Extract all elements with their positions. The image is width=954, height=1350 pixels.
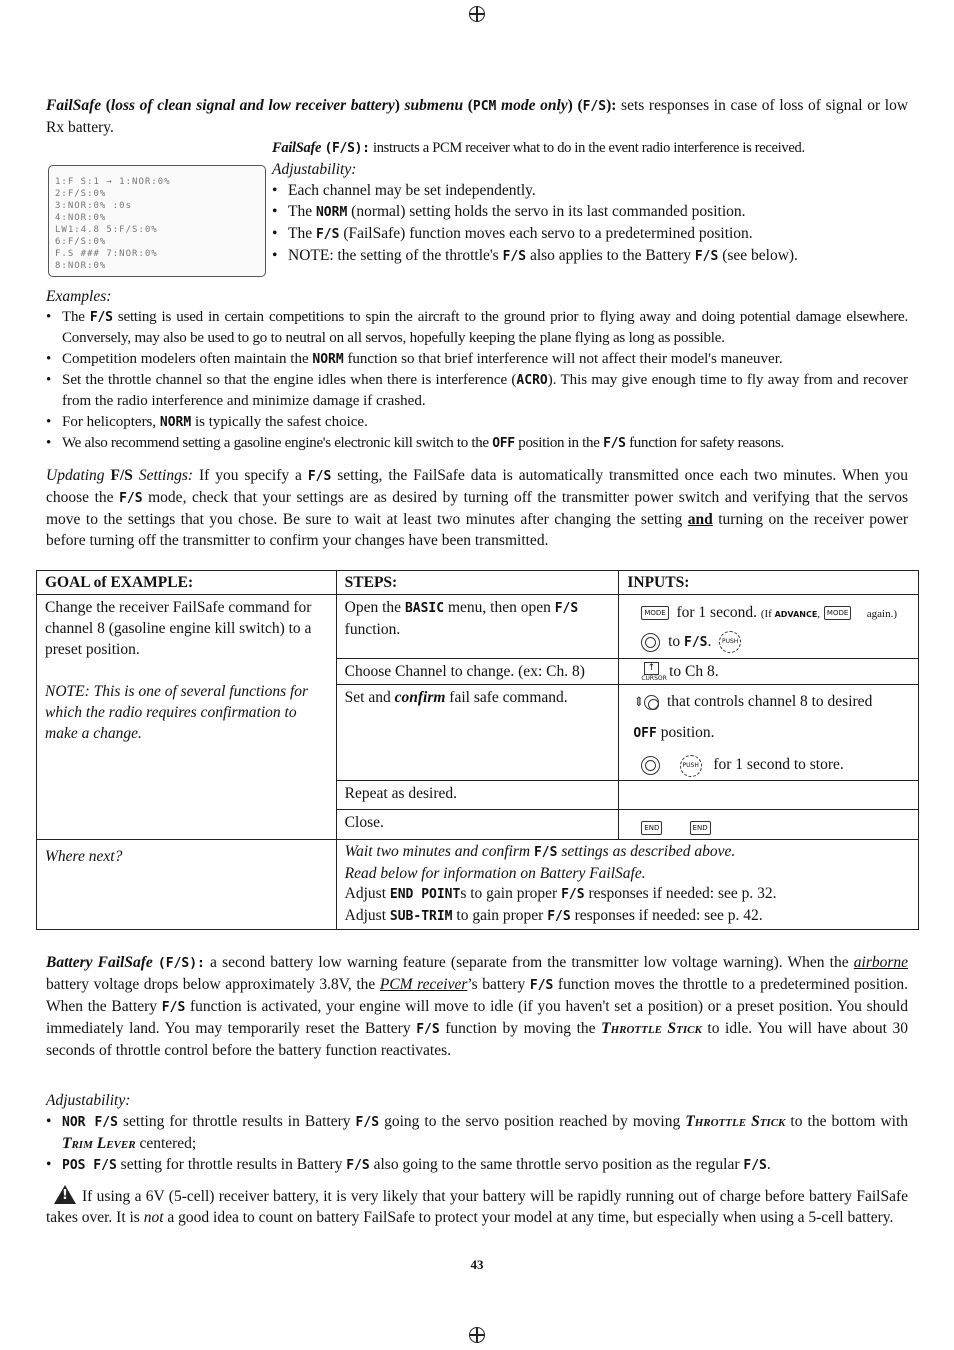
push-dial-icon: PUSH bbox=[680, 755, 702, 777]
steps-table bbox=[36, 570, 919, 930]
table-row: Where next? Wait two minutes and confirm F/S settings as described above. Read below for information on Battery FailSafe. Adjust END POINTs to gain proper F/S responses if needed: see p. 32. Adjust SUB-TRIM to gain proper F/S responses if needed: see p. 42. bbox=[37, 840, 919, 930]
lcd-row: 3:NOR:0% :0s bbox=[55, 201, 133, 211]
dial-icon bbox=[641, 633, 660, 652]
switch-dial-icon: ⇕ bbox=[633, 694, 645, 710]
lcd-row: 8:NOR:0% bbox=[55, 261, 107, 271]
table-row: Close. END END bbox=[37, 810, 919, 840]
warning-icon bbox=[54, 1185, 76, 1204]
header-goal: GOAL of EXAMPLE: bbox=[37, 571, 337, 595]
intro-paragraph: FailSafe (loss of clean signal and low receiver battery) submenu (PCM mode only) (F/S): sets responses in case of loss of signal or low Rx battery. bbox=[46, 97, 909, 136]
dial-icon bbox=[644, 695, 659, 710]
list-item: • Each channel may be set independently. bbox=[272, 180, 912, 201]
adjustability-list bbox=[272, 180, 912, 267]
registration-mark-bottom bbox=[469, 1327, 485, 1343]
battery-failsafe-paragraph: Battery FailSafe (F/S): a second battery low warning feature (separate from the transmitter low voltage warning). When the airborne battery voltage drops below approximately 3.8V, the PCM receiver’s battery F/S function moves the throttle to a predetermined position. When the Battery F/S function is activated, your engine will move to idle (if you haven't set a position) or a preset position. You should immediately land. You may temporarily reset the Battery F/S function by moving the Throttle Stick to idle. You will have about 30 seconds of throttle control before the battery function reactivates. bbox=[46, 954, 909, 1059]
table-row: Repeat as desired. bbox=[37, 781, 919, 810]
mode-key-icon: MODE bbox=[641, 606, 668, 620]
goal-cell: Change the receiver FailSafe command for channel 8 (gasoline engine kill switch) to a preset position. NOTE: This is one of several functions for which the radio requires confirmation to make a change. bbox=[37, 595, 337, 840]
list-item: • The F/S setting is used in certain competitions to spin the aircraft to the ground prior to flying away and doing potential damage elsewhere. Conversely, may also be used to go to neutral on all servos, hopefully keeping the plane flying as long as possible. bbox=[46, 307, 908, 349]
lcd-screen bbox=[48, 165, 266, 277]
list-item: • POS F/S setting for throttle results in Battery F/S also going to the same throttle servo position as the regular F/S. bbox=[46, 1154, 908, 1176]
end-key-icon: END bbox=[641, 821, 662, 835]
dial-icon bbox=[641, 756, 660, 775]
table-row: Choose Channel to change. (ex: Ch. 8) ↑ CURSOR to Ch 8. bbox=[37, 659, 919, 685]
header-inputs: INPUTS: bbox=[619, 571, 919, 595]
list-item: • For helicopters, NORM is typically the safest choice. bbox=[46, 412, 908, 433]
list-item: • We also recommend setting a gasoline engine's electronic kill switch to the OFF position in the F/S function for safety reasons. bbox=[46, 433, 908, 454]
lcd-row: F.S ### 7:NOR:0% bbox=[55, 249, 158, 259]
table-row: Change the receiver FailSafe command for channel 8 (gasoline engine kill switch) to a preset position. NOTE: This is one of several functions for which the radio requires confirmation to make a change. Open the BASIC menu, then open F/S function. MODE for 1 second. (If ADVANCE, MODE again.) to F/S. PUSH bbox=[37, 595, 919, 659]
lcd-row: 6:F/S:0% bbox=[55, 237, 107, 247]
list-item: • Set the throttle channel so that the engine idles when there is interference (ACRO). This may give enough time to fly away from and recover from the radio interference and minimize damage if crashed. bbox=[46, 370, 908, 412]
list-item: • The F/S (FailSafe) function moves each servo to a predetermined position. bbox=[272, 223, 912, 245]
battery-adjustability bbox=[46, 1090, 908, 1176]
lcd-row: 1:F S:1 → 1:NOR:0% bbox=[55, 177, 171, 187]
lcd-row: LW1:4.8 5:F/S:0% bbox=[55, 225, 158, 235]
cursor-key-icon: ↑ CURSOR bbox=[641, 663, 667, 683]
failsafe-definition: FailSafe (F/S): instructs a PCM receiver what to do in the event radio interference is received. Adjustability: • Each channel may be set independently. • The NORM (normal) setting holds the servo in its last commanded position. • The F/S (FailSafe) function moves each servo to a predetermined position. • NOTE: the setting of the throttle's F/S also applies to the Battery F/S (see below). bbox=[272, 138, 912, 267]
lcd-row: 2:F/S:0% bbox=[55, 189, 107, 199]
table-row: Set and confirm fail safe command. ⇕ that controls channel 8 to desired OFF position. PUSH for 1 second to store. bbox=[37, 685, 919, 781]
lcd-row: 4:NOR:0% bbox=[55, 213, 107, 223]
list-item: • NOR F/S setting for throttle results in Battery F/S going to the servo position reached by moving Throttle Stick to the bottom with Trim Lever centered; bbox=[46, 1111, 908, 1154]
warning-paragraph: !If using a 6V (5-cell) receiver battery, it is very likely that your battery will be rapidly running out of charge before battery FailSafe takes over. It is not a good idea to count on battery FailSafe to protect your model at any time, but especially when using a 5-cell battery. bbox=[46, 1185, 908, 1228]
registration-mark-top bbox=[469, 6, 485, 22]
adjustability-list bbox=[46, 1111, 908, 1176]
list-item: • The NORM (normal) setting holds the servo in its last commanded position. bbox=[272, 201, 912, 223]
list-item: • NOTE: the setting of the throttle's F/S also applies to the Battery F/S (see below). bbox=[272, 245, 912, 267]
push-dial-icon: PUSH bbox=[719, 631, 741, 653]
mode-key-icon: MODE bbox=[824, 606, 851, 620]
end-key-icon: END bbox=[690, 821, 711, 835]
examples-section bbox=[46, 286, 908, 454]
page-number: 43 bbox=[470, 1257, 484, 1272]
adjustability-label: Adjustability: bbox=[46, 1092, 131, 1109]
examples-label: Examples: bbox=[46, 288, 112, 305]
adjustability-label: Adjustability: bbox=[272, 161, 357, 178]
header-steps: STEPS: bbox=[336, 571, 619, 595]
updating-paragraph: Updating F/S Settings: If you specify a F/S setting, the FailSafe data is automatically transmitted once each two minutes. When you choose the F/S mode, check that your settings are as desired by turning off the transmitter power switch and verifying that the servos move to the settings that you chose. Be sure to wait at least two minutes after changing the setting and turning on the receiver power before turning off the transmitter to confirm your changes have been transmitted. bbox=[46, 467, 909, 549]
examples-list bbox=[46, 307, 908, 454]
table-header-row bbox=[37, 571, 919, 595]
list-item: • Competition modelers often maintain the NORM function so that brief interference will not affect their model's maneuver. bbox=[46, 349, 908, 370]
